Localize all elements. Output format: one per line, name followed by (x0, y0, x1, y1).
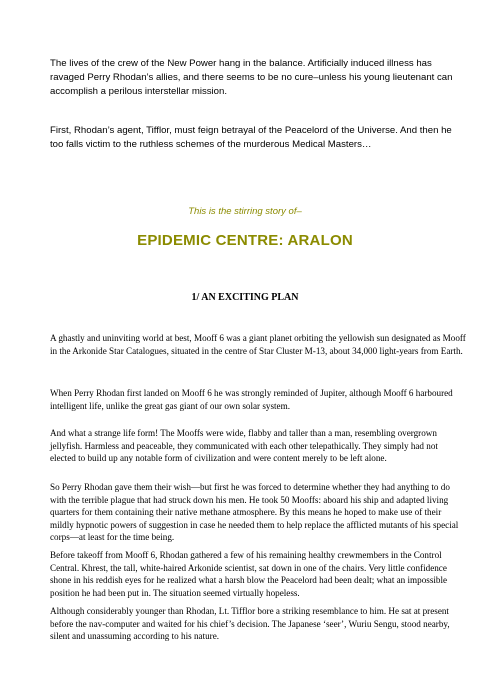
chapter-heading: 1/ AN EXCITING PLAN (191, 292, 299, 303)
body-paragraph-3: And what a strange life form! The Mooffs were wide, flabby and taller than a man, resembling overgrown jellyfish. Harmless and peaceable, they communicated with each other telepathically. They simply had not elected to build up any notable form of civilization and were content merely to be left alone. (50, 428, 438, 463)
body-paragraph-6: Although considerably younger than Rhodan, Lt. Tifflor bore a striking resemblance to him. He sat at present before the nav-computer and waited for his chief’s decision. The Japanese ‘seer’, Wuriu Sengu, stood nearby, silent and unassuming according to his nature. (50, 606, 450, 641)
body-paragraph-1: A ghastly and uninviting world at best, Mooff 6 was a giant planet orbiting the yellowish sun designated as Mooff in the Arkonide Star Catalogues, situated in the centre of Star Cluster M-13, about 34,000 light-years from Earth. (50, 333, 466, 356)
blurb-paragraph-1: The lives of the crew of the New Power hang in the balance. Artificially induced illness has ravaged Perry Rhodan’s allies, and there seems to be no cure–unless his young lieutenant can accomplish a perilous interstellar mission. (50, 58, 453, 97)
book-title: EPIDEMIC CENTRE: ARALON (137, 232, 353, 249)
tagline: This is the stirring story of– (188, 206, 302, 217)
blurb-paragraph-2: First, Rhodan’s agent, Tifflor, must feign betrayal of the Peacelord of the Universe. And then he too falls victim to the ruthless schemes of the murderous Medical Masters… (50, 125, 452, 150)
body-paragraph-2: When Perry Rhodan first landed on Mooff 6 he was strongly reminded of Jupiter, although Mooff 6 harboured intelligent life, unlike the great gas giant of our own solar system. (50, 388, 453, 411)
body-paragraph-4: So Perry Rhodan gave them their wish—but first he was forced to determine whether they had anything to do with the terrible plague that had struck down his men. He took 50 Mooffs: aboard his ship and adapted living quarters for them containing their native methane atmosphere. By this means he hoped to make use of their mildly hypnotic powers of suggestion in case he needed them to help replace the afflicted mutants of his special corps—at least for the time being. (50, 482, 459, 542)
body-paragraph-5: Before takeoff from Mooff 6, Rhodan gathered a few of his remaining healthy crewmembers in the Control Central. Khrest, the tall, white-haired Arkonide scientist, sat down in one of the chairs. Very little confidence shone in his reddish eyes for he realized what a harsh blow the Peacelord had been dealt; what an impossible position he had been put in. The situation seemed virtually hopeless. (50, 550, 448, 598)
